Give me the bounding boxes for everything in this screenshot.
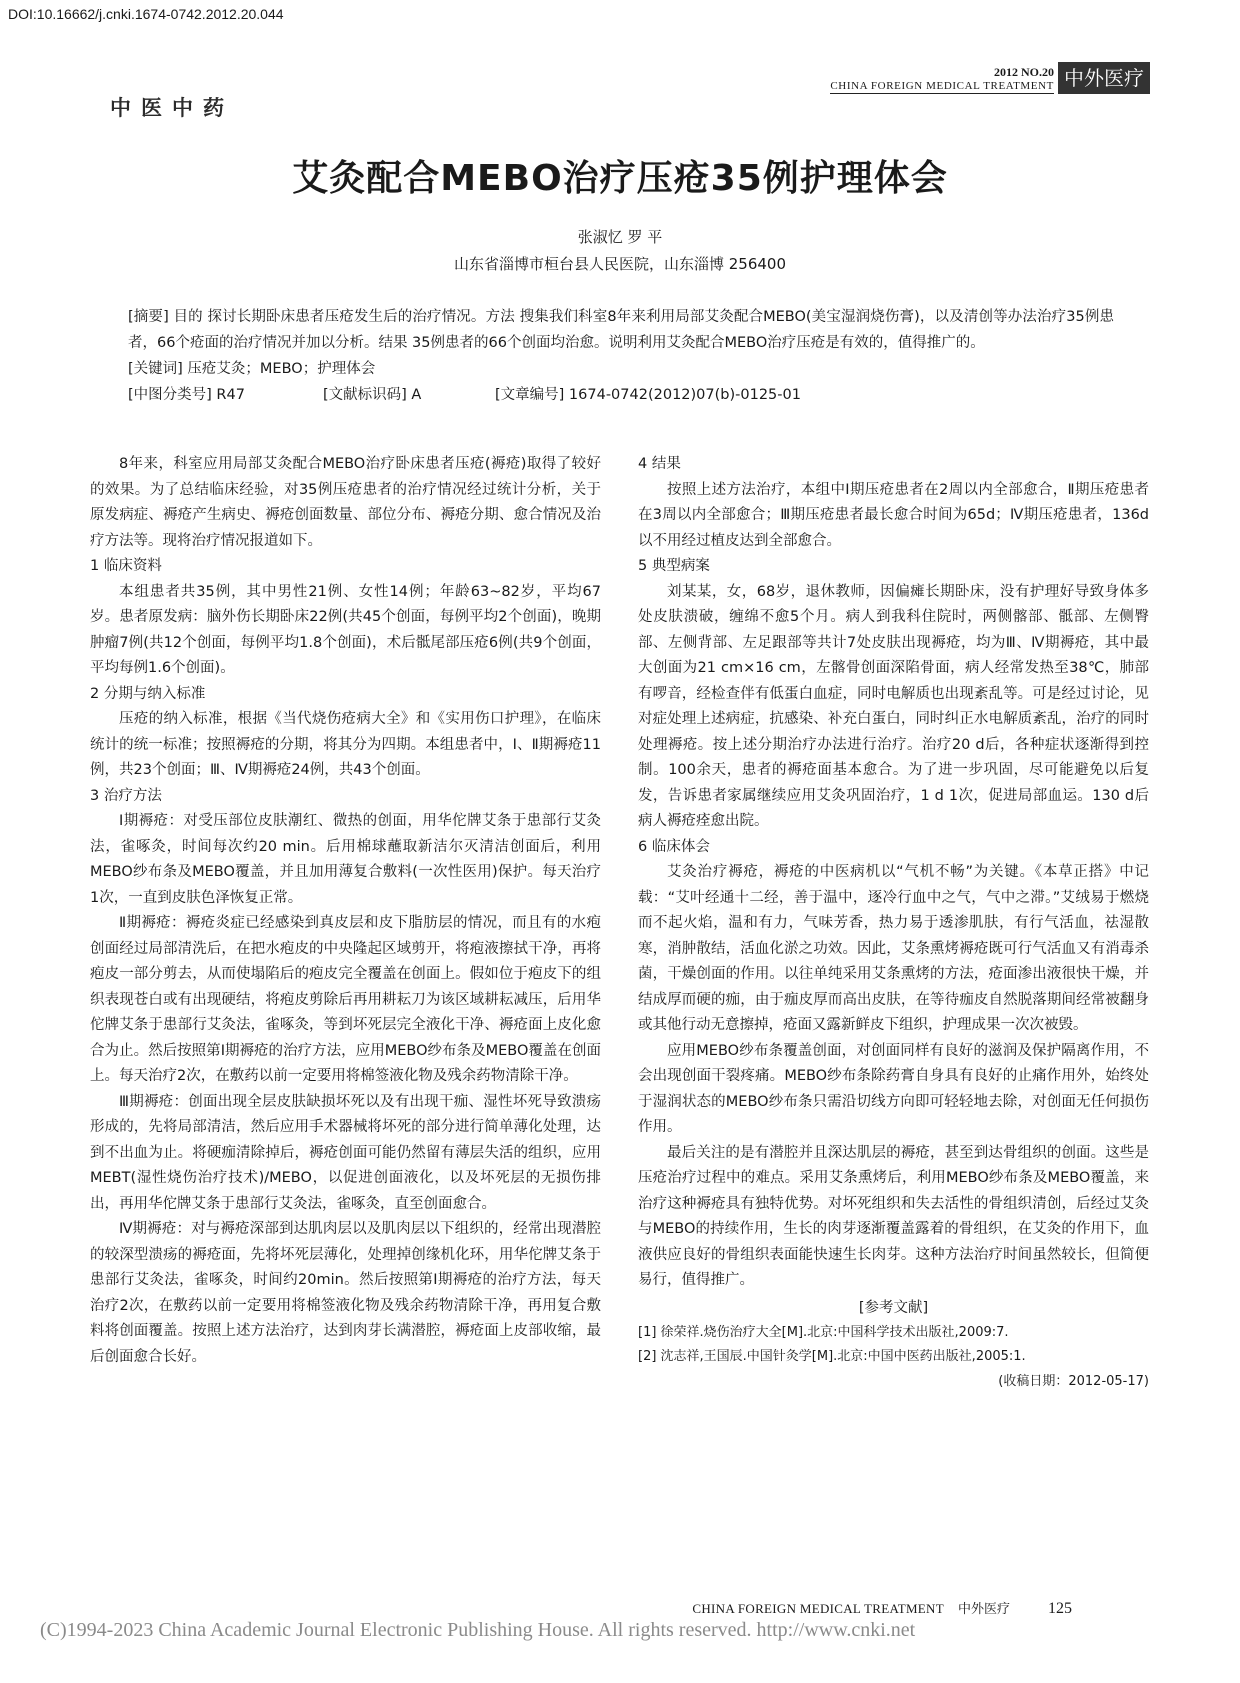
page-number: 125 — [1048, 1600, 1072, 1617]
paragraph: 艾灸治疗褥疮，褥疮的中医病机以“气机不畅”为关键。《本草正搭》中记载：“艾叶经通十二经，善于温中，逐冷行血中之气，气中之滞。”艾绒易于燃烧而不起火焰，温和有力，气味芳香，热力易于透渗肌肤，有行气活血，祛湿散寒，消肿散结，活血化淤之功效。因此，艾条熏烤褥疮既可行气活血又有消毒杀菌，干燥创面的作用。以往单纯采用艾条熏烤的方法，疮面渗出液很快干燥，并结成厚而硬的痂，由于痂皮厚而高出皮肤，在等待痂皮自然脱落期间经常被翻身或其他行动无意擦掉，疮面又露新鲜皮下组织，护理成果一次次被毁。 — [638, 864, 1149, 1033]
section-heading: 6 临床体会 — [638, 838, 710, 855]
section-heading: 5 典型病案 — [638, 558, 710, 574]
classification-row — [128, 382, 1114, 408]
received-date: (收稿日期：2012-05-17) — [998, 1374, 1149, 1389]
paragraph: Ⅱ期褥疮：褥疮炎症已经感染到真皮层和皮下脂肪层的情况，而且有的水疱创面经过局部清洗后，在把水疱皮的中央隆起区域剪开，将疱液擦拭干净，再将疱皮一部分剪去，从而使塌陷后的疱皮完全覆盖在创面上。假如位于疱皮下的组织表现苍白或有出现硬结，将疱皮剪除后再用耕耘刀为该区域耕耘减压，后用华佗牌艾条于患部行艾灸法，雀啄灸，等到坏死层完全液化干净、褥疮面上皮化愈合为止。然后按照第Ⅰ期褥疮的治疗方法，应用MEBO纱布条及MEBO覆盖在创面上。每天治疗2次，在敷药以前一定要用将棉签液化物及残余药物清除干净。 — [90, 915, 601, 1084]
intro-paragraph: 8年来，科室应用局部艾灸配合MEBO治疗卧床患者压疮(褥疮)取得了较好的效果。为了总结临床经验，对35例压疮患者的治疗情况经过统计分析，关于原发病症、褥疮产生病史、褥疮创面数量、部位分布、褥疮分期、愈合情况及治疗方法等。现将治疗情况报道如下。 — [90, 456, 601, 549]
clc-number: [中图分类号] R47 — [128, 387, 245, 403]
paragraph: Ⅲ期褥疮：创面出现全层皮肤缺损坏死以及有出现干痂、湿性坏死导致溃疡形成的，先将局部清洁，然后应用手术器械将坏死的部分进行简单薄化处理，达到不出血为止。将硬痂清除掉后，褥疮创面可能仍然留有薄层失活的组织，应用MEBT(湿性烧伤治疗技术)/MEBO，以促进创面液化，以及坏死层的无损伤排出，再用华佗牌艾条于患部行艾灸法，雀啄灸，直至创面愈合。 — [90, 1093, 601, 1212]
authors: 张淑忆 罗 平 — [577, 228, 663, 246]
paragraph: 压疮的纳入标准，根据《当代烧伤疮病大全》和《实用伤口护理》，在临床统计的统一标准；按照褥疮的分期，将其分为四期。本组患者中，Ⅰ、Ⅱ期褥疮11例，共23个创面；Ⅲ、Ⅳ期褥疮24例，共43个创面。 — [90, 711, 601, 778]
right-column — [638, 452, 1149, 1395]
section-label: 中医中药 — [110, 96, 234, 120]
abstract-text: [摘要] 目的 探讨长期卧床患者压疮发生后的治疗情况。方法 搜集我们科室8年来利用局部艾灸配合MEBO(美宝湿润烧伤膏)，以及清创等办法治疗35例患者，66个疮面的治疗情况并加以分析。结果 35例患者的66个创面均治愈。说明利用艾灸配合MEBO治疗压疮是有效的，值得推广的。 — [128, 309, 1114, 351]
footer-journal-en: CHINA FOREIGN MEDICAL TREATMENT — [692, 1601, 944, 1616]
journal-name-cn: 中外医疗 — [1058, 62, 1150, 94]
reference-item: [1] 徐荣祥.烧伤治疗大全[M].北京:中国科学技术出版社,2009:7. — [638, 1325, 1009, 1340]
section-heading: 1 临床资料 — [90, 558, 162, 574]
paragraph: Ⅳ期褥疮：对与褥疮深部到达肌肉层以及肌肉层以下组织的，经常出现潜腔的较深型溃疡的褥疮面，先将坏死层薄化，处理掉创缘机化环，用华佗牌艾条于患部行艾灸法，雀啄灸，时间约20min。然后按照第Ⅰ期褥疮的治疗方法，每天治疗2次，在敷药以前一定要用将棉签液化物及残余药物清除干净，再用复合敷料将创面覆盖。按照上述方法治疗，达到肉芽长满潜腔，褥疮面上皮部收缩，最后创面愈合长好。 — [90, 1221, 601, 1365]
paragraph: Ⅰ期褥疮：对受压部位皮肤潮红、微热的创面，用华佗牌艾条于患部行艾灸法，雀啄灸，时间每次约20 min。后用棉球蘸取新洁尔灭清洁创面后，利用MEBO纱布条及MEBO覆盖，并且加用薄复合敷料(一次性医用)保护。每天治疗1次，一直到皮肤色泽恢复正常。 — [90, 813, 601, 906]
issue-number: 2012 NO.20 — [994, 65, 1054, 79]
section-heading: 3 治疗方法 — [90, 787, 162, 804]
paragraph: 最后关注的是有潜腔并且深达肌层的褥疮，甚至到达骨组织的创面。这些是压疮治疗过程中的难点。采用艾条熏烤后，利用MEBO纱布条及MEBO覆盖，来治疗这种褥疮具有独特优势。对坏死组织和失去活性的骨组织清创，后经过艾灸与MEBO的持续作用，生长的肉芽逐渐覆盖露着的骨组织，在艾灸的作用下，血液供应良好的骨组织表面能快速生长肉芽。这种方法治疗时间虽然较长，但简便易行，值得推广。 — [638, 1144, 1149, 1288]
paragraph: 本组患者共35例，其中男性21例、女性14例；年龄63~82岁，平均67岁。患者原发病：脑外伤长期卧床22例(共45个创面，每例平均2个创面)，晚期肿瘤7例(共12个创面，每例平均1.8个创面)，术后骶尾部压疮6例(共9个创面，平均每例1.6个创面)。 — [90, 583, 601, 676]
section-heading: 4 结果 — [638, 456, 681, 472]
keywords: [关键词] 压疮艾灸；MEBO；护理体会 — [128, 361, 376, 377]
journal-header — [830, 62, 1150, 94]
reference-item: [2] 沈志祥,王国辰.中国针灸学[M].北京:中国中医药出版社,2005:1. — [638, 1349, 1026, 1364]
journal-header-text — [830, 65, 1054, 94]
left-column — [90, 452, 601, 1370]
footer-journal-cn: 中外医疗 — [957, 1602, 1010, 1617]
article-title: 艾灸配合MEBO治疗压疮35例护理体会 — [292, 158, 948, 199]
document-code: [文献标识码] A — [323, 387, 422, 403]
affiliation: 山东省淄博市桓台县人民医院，山东淄博 256400 — [453, 255, 787, 273]
copyright-watermark: (C)1994-2023 China Academic Journal Electronic Publishing House. All rights reserved. http://www.cnki.net — [40, 1619, 916, 1641]
doi-line: DOI:10.16662/j.cnki.1674-0742.2012.20.044 — [8, 6, 284, 22]
page-footer — [692, 1598, 1072, 1618]
references-heading: [参考文献] — [858, 1299, 929, 1316]
article-number: [文章编号] 1674-0742(2012)07(b)-0125-01 — [495, 387, 801, 403]
paragraph: 应用MEBO纱布条覆盖创面，对创面同样有良好的滋润及保护隔离作用，不会出现创面干裂疼痛。MEBO纱布条除药膏自身具有良好的止痛作用外，始终处于湿润状态的MEBO纱布条只需沿切线方向即可轻轻地去除，对创面无任何损伤作用。 — [638, 1042, 1149, 1135]
abstract-block — [128, 304, 1114, 408]
paragraph: 按照上述方法治疗，本组中Ⅰ期压疮患者在2周以内全部愈合，Ⅱ期压疮患者在3周以内全部愈合；Ⅲ期压疮患者最长愈合时间为65d；Ⅳ期压疮患者，136d以不用经过植皮达到全部愈合。 — [638, 481, 1149, 549]
section-heading: 2 分期与纳入标准 — [90, 685, 206, 702]
journal-name-en: CHINA FOREIGN MEDICAL TREATMENT — [830, 80, 1054, 92]
paragraph: 刘某某，女，68岁，退休教师，因偏瘫长期卧床，没有护理好导致身体多处皮肤溃破，缠绵不愈5个月。病人到我科住院时，两侧髂部、骶部、左侧臀部、左侧背部、左足跟部等共计7处皮肤出现褥疮，均为Ⅲ、Ⅳ期褥疮，其中最大创面为21 cm×16 cm，左髂骨创面深陷骨面，病人经常发热至38℃，肺部有啰音，经检查伴有低蛋白血症，同时电解质也出现紊乱等。可是经过讨论，见对症处理上述病症，抗感染、补充白蛋白，同时纠正水电解质紊乱，治疗的同时处理褥疮。按上述分期治疗办法进行治疗。治疗20 d后，各种症状逐渐得到控制。100余天，患者的褥疮面基本愈合。为了进一步巩固，尽可能避免以后复发，告诉患者家属继续应用艾灸巩固治疗，1 d 1次，促进局部血运。130 d后病人褥疮痊愈出院。 — [638, 583, 1149, 829]
